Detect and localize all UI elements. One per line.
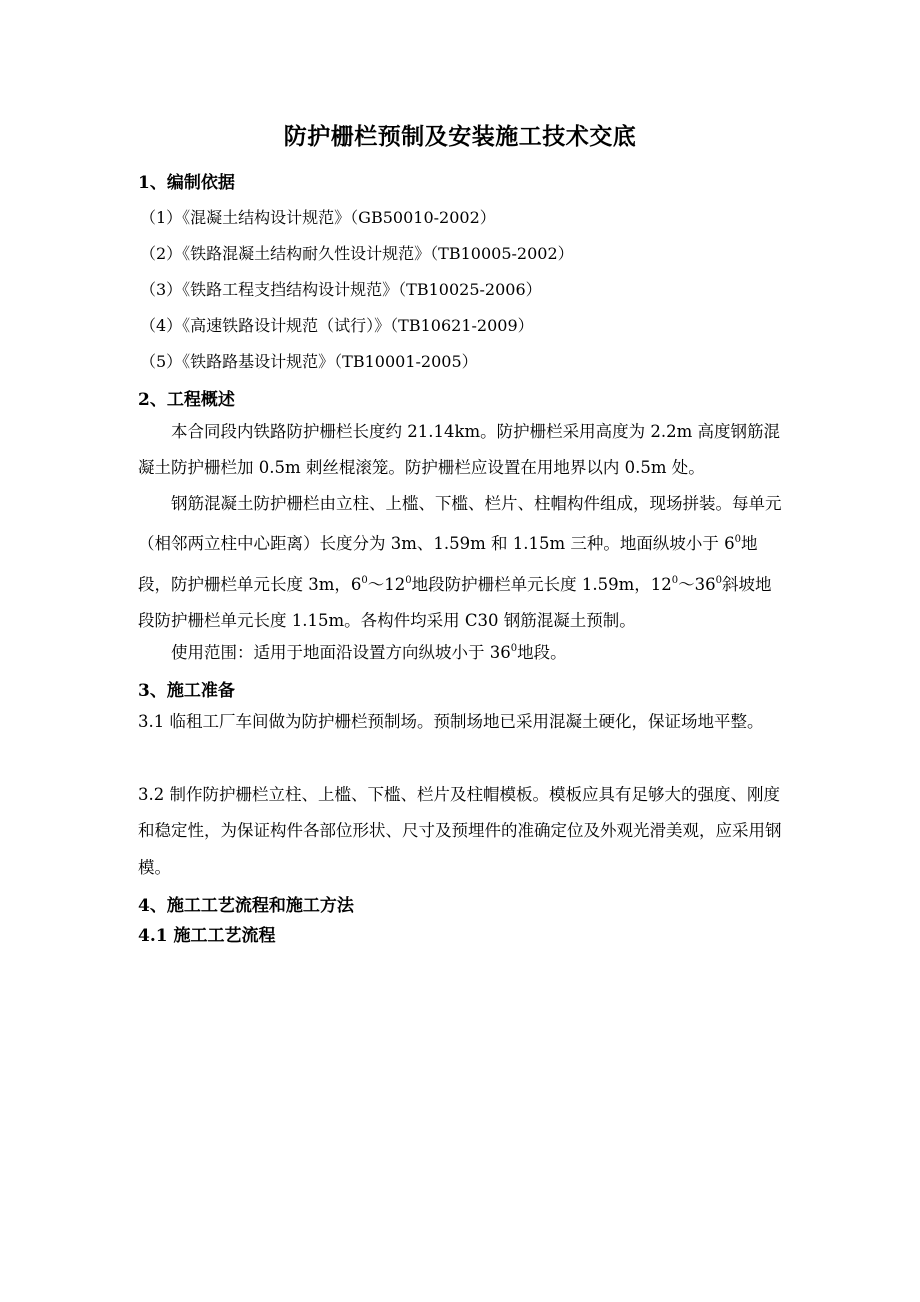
overview-paragraph-2: 钢筋混凝土防护栅栏由立柱、上槛、下槛、栏片、柱帽构件组成，现场拼装。每单元（相邻两立柱中心距离）长度分为 3m、1.59m 和 1.15m 三种。地面纵坡小于 $6^0$地段，防护栅栏单元长度 3m，$6^0\sim 12^0$地段防护栅栏单元长度 1.59m，$12^0\sim 36^0$斜坡地段防护栅栏单元长度 1.15m。各构件均采用 C30 钢筋混凝土预制。 — [138, 494, 782, 630]
overview-paragraph-3: 使用范围：适用于地面沿设置方向纵坡小于 $36^0$地段。 — [171, 643, 567, 662]
reference-item: （2）《铁路混凝土结构耐久性设计规范》（TB10005-2002） — [140, 244, 574, 263]
reference-item: （3）《铁路工程支挡结构设计规范》（TB10025-2006） — [140, 280, 542, 299]
degree-superscript: 0 — [671, 574, 679, 586]
subsection-heading-process-flow: 4.1 施工工艺流程 — [138, 926, 276, 946]
reference-item: （5）《铁路路基设计规范》（TB10001-2005） — [140, 352, 478, 371]
section-heading-overview: 2、工程概述 — [138, 390, 235, 410]
section-heading-process: 4、施工工艺流程和施工方法 — [138, 896, 354, 916]
reference-item: （1）《混凝土结构设计规范》（GB50010-2002） — [140, 208, 496, 227]
overview-paragraph-1: 本合同段内铁路防护栅栏长度约 21.14km。防护栅栏采用高度为 2.2m 高度钢筋混凝土防护栅栏加 0.5m 刺丝棍滚笼。防护栅栏应设置在用地界以内 0.5m 处。 — [138, 422, 781, 478]
preparation-paragraph-2: 3.2 制作防护栅栏立柱、上槛、下槛、栏片及柱帽模板。模板应具有足够大的强度、刚度和稳定性，为保证构件各部位形状、尺寸及预埋件的准确定位及外观光滑美观，应采用钢模。 — [138, 785, 782, 877]
degree-superscript: 0 — [405, 574, 412, 586]
document-title: 防护栅栏预制及安装施工技术交底 — [283, 123, 637, 150]
section-heading-preparation: 3、施工准备 — [138, 681, 235, 701]
degree-superscript: 0 — [361, 574, 368, 586]
degree-superscript: 0 — [510, 643, 518, 654]
degree-superscript: 0 — [715, 574, 723, 586]
degree-superscript: 0 — [734, 534, 742, 546]
reference-item: （4）《高速铁路设计规范（试行）》（TB10621-2009） — [140, 316, 534, 335]
preparation-paragraph-1: 3.1 临租工厂车间做为防护栅栏预制场。预制场地已采用混凝土硬化，保证场地平整。 — [138, 712, 764, 731]
section-heading-basis: 1、编制依据 — [138, 173, 235, 193]
